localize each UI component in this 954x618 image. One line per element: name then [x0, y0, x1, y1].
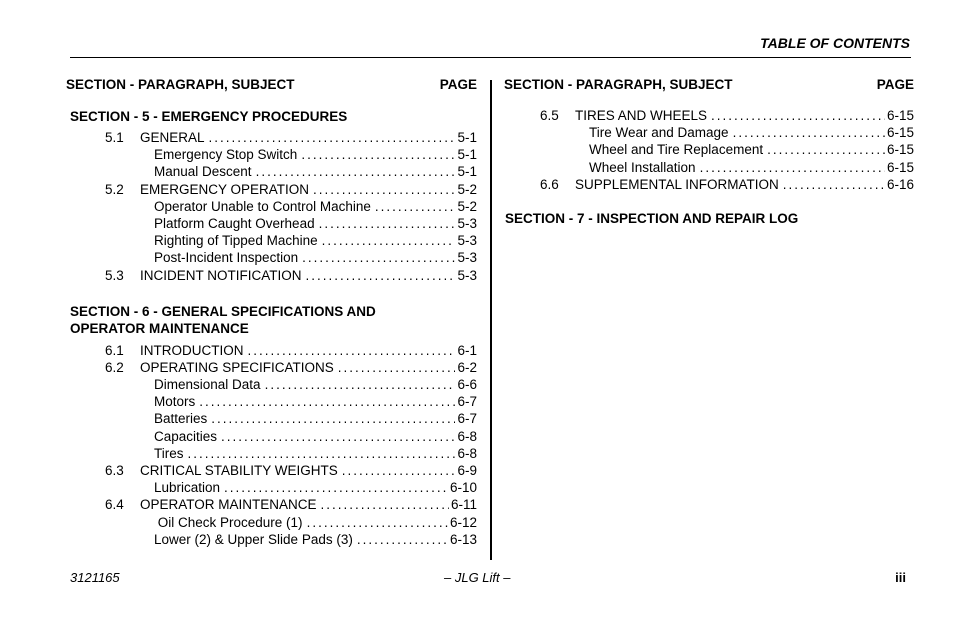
toc-entry-page: 6-10 — [449, 480, 477, 496]
footer-page-number: iii — [895, 570, 906, 585]
toc-entry-page: 6-7 — [457, 411, 477, 427]
toc-entry-6-2[interactable] — [66, 359, 477, 376]
toc-leader-dots — [733, 124, 885, 141]
toc-entry-tire-wear[interactable] — [504, 124, 914, 141]
toc-entry-page: 6-7 — [457, 394, 477, 410]
toc-entry-page: 5-1 — [457, 164, 477, 180]
section-6-continued-entries — [504, 107, 914, 193]
section-5-entries — [66, 129, 477, 284]
toc-entry-page: 6-6 — [457, 377, 477, 393]
toc-entry-righting-tipped[interactable] — [66, 232, 477, 249]
toc-entry-wheel-tire-replacement[interactable] — [504, 141, 914, 158]
toc-entry-page: 5-3 — [457, 233, 477, 249]
toc-leader-dots — [265, 376, 456, 393]
toc-entry-lubrication[interactable] — [66, 479, 477, 496]
toc-entry-page: 6-8 — [457, 428, 477, 444]
toc-entry-label: Emergency Stop Switch — [154, 147, 298, 163]
toc-entry-label: Capacities — [154, 428, 218, 444]
toc-entry-page: 6-8 — [457, 445, 477, 461]
toc-entry-5-2[interactable] — [66, 181, 477, 198]
toc-leader-dots — [248, 342, 456, 359]
toc-entry-number: 6.5 — [540, 108, 559, 123]
toc-entry-page: 5-1 — [457, 147, 477, 163]
toc-entry-label: Operator Unable to Control Machine — [154, 198, 371, 214]
toc-entry-capacities[interactable] — [66, 428, 477, 445]
footer-doc-number: 3121165 — [70, 570, 120, 585]
toc-entry-label: CRITICAL STABILITY WEIGHTS — [140, 463, 338, 478]
toc-entry-6-6[interactable] — [504, 176, 914, 193]
header-rule — [70, 57, 911, 58]
toc-entry-5-3[interactable] — [66, 267, 477, 284]
toc-entry-motors[interactable] — [66, 393, 477, 410]
column-heading-section: SECTION - PARAGRAPH, SUBJECT — [66, 77, 295, 92]
toc-entry-page: 6-13 — [449, 531, 477, 547]
toc-entry-label: Dimensional Data — [154, 377, 261, 393]
section-6-title-line2: OPERATOR MAINTENANCE — [70, 320, 249, 336]
toc-entry-number: 6.4 — [105, 497, 124, 513]
toc-entry-label: Oil Check Procedure (1) — [154, 514, 303, 530]
toc-left-column — [66, 76, 477, 548]
toc-leader-dots — [321, 496, 449, 513]
toc-entry-page: 5-2 — [457, 181, 477, 197]
toc-entry-label: Lubrication — [154, 480, 221, 496]
column-divider — [490, 80, 492, 560]
toc-entry-label: Righting of Tipped Machine — [154, 233, 318, 249]
toc-entry-page: 6-1 — [457, 342, 477, 358]
toc-entry-page: 5-3 — [457, 250, 477, 266]
toc-entry-page: 6-15 — [886, 108, 914, 123]
toc-entry-batteries[interactable] — [66, 410, 477, 427]
toc-entry-6-5[interactable] — [504, 107, 914, 124]
toc-entry-page: 6-15 — [886, 125, 914, 141]
toc-entry-dimensional-data[interactable] — [66, 376, 477, 393]
toc-entry-label: Manual Descent — [154, 164, 252, 180]
toc-entry-operator-unable[interactable] — [66, 198, 477, 215]
toc-entry-label: OPERATING SPECIFICATIONS — [140, 359, 334, 375]
section-6-entries — [66, 342, 477, 548]
toc-entry-page: 6-15 — [886, 159, 914, 175]
toc-entry-wheel-installation[interactable] — [504, 159, 914, 176]
column-heading-page: PAGE — [876, 77, 914, 92]
toc-entry-number: 6.2 — [105, 359, 124, 375]
toc-entry-label: Wheel and Tire Replacement — [589, 142, 764, 158]
toc-entry-page: 5-1 — [457, 130, 477, 145]
toc-entry-slide-pads[interactable] — [66, 531, 477, 548]
toc-entry-page: 5-2 — [457, 198, 477, 214]
toc-right-column — [504, 76, 914, 227]
toc-entry-number: 6.1 — [105, 342, 124, 358]
toc-leader-dots — [357, 531, 448, 548]
toc-leader-dots — [313, 181, 455, 198]
toc-leader-dots — [319, 215, 456, 232]
toc-entry-page: 6-11 — [450, 497, 477, 513]
toc-entry-page: 5-3 — [457, 215, 477, 231]
toc-leader-dots — [209, 129, 456, 146]
toc-entry-label: OPERATOR MAINTENANCE — [140, 497, 317, 513]
toc-leader-dots — [224, 479, 448, 496]
toc-entry-platform-caught[interactable] — [66, 215, 477, 232]
toc-leader-dots — [306, 267, 456, 284]
toc-leader-dots — [199, 393, 455, 410]
toc-entry-label: Platform Caught Overhead — [154, 215, 315, 231]
toc-entry-page: 6-12 — [449, 514, 477, 530]
toc-entry-6-3[interactable] — [66, 462, 477, 479]
toc-entry-label: EMERGENCY OPERATION — [140, 181, 310, 197]
page-header-title: TABLE OF CONTENTS — [760, 35, 910, 51]
toc-entry-label: Tire Wear and Damage — [589, 125, 729, 141]
toc-entry-label: Tires — [154, 445, 184, 461]
toc-entry-page: 6-16 — [886, 176, 914, 192]
toc-entry-oil-check[interactable] — [66, 514, 477, 531]
toc-entry-number: 6.3 — [105, 463, 124, 478]
column-heading-section: SECTION - PARAGRAPH, SUBJECT — [504, 77, 733, 92]
toc-entry-label: INTRODUCTION — [140, 342, 244, 358]
section-7-title[interactable]: SECTION - 7 - INSPECTION AND REPAIR LOG — [505, 210, 799, 226]
toc-entry-number: 5.1 — [105, 130, 124, 145]
toc-entry-label: INCIDENT NOTIFICATION — [140, 267, 302, 283]
toc-leader-dots — [711, 107, 885, 124]
toc-leader-dots — [322, 232, 456, 249]
toc-leader-dots — [307, 514, 448, 531]
column-header-right — [504, 76, 914, 94]
toc-entry-5-1[interactable] — [66, 129, 477, 146]
toc-entry-post-incident[interactable] — [66, 249, 477, 266]
toc-entry-number: 6.6 — [540, 176, 559, 192]
toc-entry-page: 6-2 — [457, 359, 477, 375]
toc-leader-dots — [188, 445, 456, 462]
toc-leader-dots — [783, 176, 885, 193]
toc-leader-dots — [342, 462, 456, 479]
toc-entry-number: 5.2 — [105, 181, 124, 197]
toc-entry-page: 6-9 — [457, 463, 477, 478]
toc-entry-page: 6-15 — [886, 142, 914, 158]
toc-entry-page: 5-3 — [457, 267, 477, 283]
toc-leader-dots — [302, 249, 455, 266]
toc-entry-label: GENERAL — [140, 130, 205, 145]
toc-entry-label: Wheel Installation — [589, 159, 696, 175]
toc-entry-label: Motors — [154, 394, 196, 410]
toc-leader-dots — [338, 359, 456, 376]
toc-leader-dots — [256, 163, 456, 180]
toc-leader-dots — [767, 141, 885, 158]
toc-entry-label: SUPPLEMENTAL INFORMATION — [575, 176, 779, 192]
toc-entry-6-1[interactable] — [66, 342, 477, 359]
toc-leader-dots — [211, 410, 455, 427]
toc-entry-emergency-stop[interactable] — [66, 146, 477, 163]
toc-leader-dots — [221, 428, 455, 445]
column-header-left — [66, 76, 477, 94]
toc-entry-tires[interactable] — [66, 445, 477, 462]
toc-leader-dots — [301, 146, 455, 163]
section-6-title — [66, 303, 477, 337]
toc-entry-label: Batteries — [154, 411, 208, 427]
toc-entry-manual-descent[interactable] — [66, 163, 477, 180]
toc-entry-number: 5.3 — [105, 267, 124, 283]
toc-entry-6-4[interactable] — [66, 496, 477, 513]
toc-entry-label: Post-Incident Inspection — [154, 250, 299, 266]
section-6-title-line1: SECTION - 6 - GENERAL SPECIFICATIONS AND — [70, 303, 376, 319]
toc-leader-dots — [375, 198, 456, 215]
toc-entry-label: Lower (2) & Upper Slide Pads (3) — [154, 531, 353, 547]
column-heading-page: PAGE — [439, 77, 477, 92]
footer-publisher: – JLG Lift – — [444, 570, 511, 585]
section-5-title: SECTION - 5 - EMERGENCY PROCEDURES — [70, 109, 348, 124]
toc-leader-dots — [700, 159, 885, 176]
toc-entry-label: TIRES AND WHEELS — [575, 108, 708, 123]
